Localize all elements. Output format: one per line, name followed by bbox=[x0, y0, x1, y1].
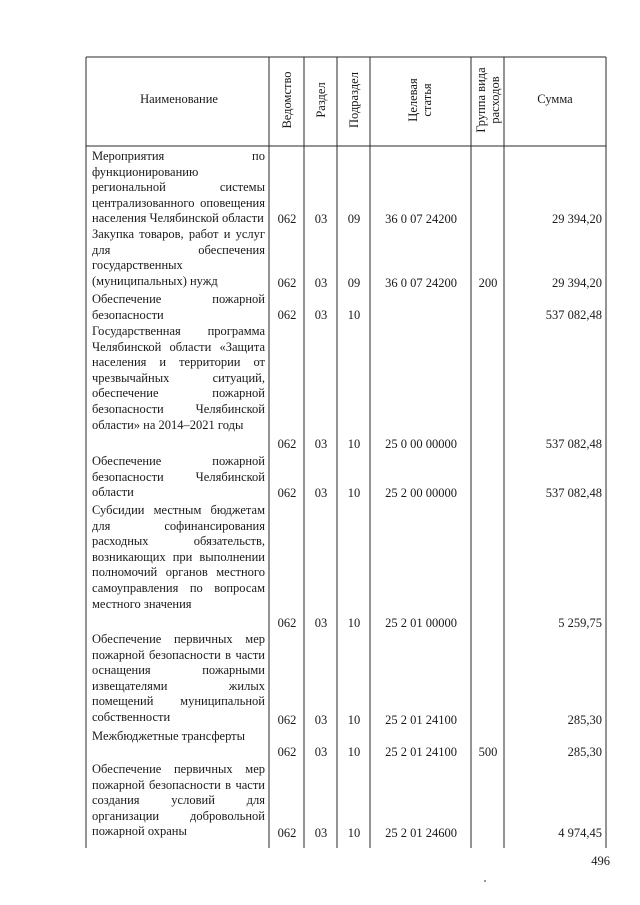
page-number: 496 bbox=[591, 854, 610, 868]
row-razdel: 03 bbox=[314, 486, 328, 500]
row-podrazdel: 10 bbox=[347, 437, 361, 451]
row-name: Закупка товаров, работ и услуг для обеспечения государственных (муниципальных) нужд bbox=[92, 227, 265, 288]
header-vedomstvo: Ведомство bbox=[280, 71, 294, 129]
row-vedomstvo: 062 bbox=[277, 745, 297, 759]
row-vedomstvo: 062 bbox=[277, 616, 297, 630]
row-vedomstvo: 062 bbox=[277, 276, 297, 290]
row-podrazdel: 10 bbox=[347, 308, 361, 322]
row-name: Обеспечение пожарной безопасности bbox=[92, 292, 265, 322]
header-celevaya-line1: Целевая bbox=[406, 78, 420, 122]
row-razdel: 03 bbox=[314, 616, 328, 630]
row-razdel: 03 bbox=[314, 276, 328, 290]
row-celevaya: 36 0 07 24200 bbox=[385, 212, 457, 226]
row-summa: 285,30 bbox=[567, 745, 602, 759]
row-celevaya: 25 0 00 00000 bbox=[385, 437, 457, 451]
row-celevaya: 25 2 00 00000 bbox=[385, 486, 457, 500]
row-vedomstvo: 062 bbox=[277, 713, 297, 727]
row-name: Обеспечение первичных мер пожарной безопасности в части оснащения пожарными извещателями жилых помещений муниципальной собственности bbox=[92, 632, 265, 724]
row-summa: 537 082,48 bbox=[545, 437, 602, 451]
row-summa: 29 394,20 bbox=[552, 276, 602, 290]
row-celevaya: 25 2 01 24600 bbox=[385, 826, 457, 840]
header-gruppa bbox=[474, 67, 502, 132]
row-summa: 537 082,48 bbox=[545, 486, 602, 500]
row-name: Субсидии местным бюджетам для софинансирования расходных обязательств, возникающих при выполнении полномочий органов местного самоуправления по вопросам местного значения bbox=[92, 503, 265, 611]
row-podrazdel: 10 bbox=[347, 616, 361, 630]
row-razdel: 03 bbox=[314, 212, 328, 226]
row-razdel: 03 bbox=[314, 745, 328, 759]
row-podrazdel: 10 bbox=[347, 713, 361, 727]
row-podrazdel: 10 bbox=[347, 826, 361, 840]
header-gruppa-line2: расходов bbox=[488, 76, 502, 124]
row-razdel: 03 bbox=[314, 713, 328, 727]
header-summa: Сумма bbox=[537, 92, 573, 106]
row-name: Обеспечение первичных мер пожарной безопасности в части создания условий для организации добровольной пожарной охраны bbox=[92, 762, 265, 839]
row-vedomstvo: 062 bbox=[277, 826, 297, 840]
row-celevaya: 36 0 07 24200 bbox=[385, 276, 457, 290]
row-vedomstvo: 062 bbox=[277, 486, 297, 500]
row-podrazdel: 10 bbox=[347, 486, 361, 500]
row-gruppa: 500 bbox=[478, 745, 498, 759]
row-razdel: 03 bbox=[314, 308, 328, 322]
row-name: Межбюджетные трансферты bbox=[92, 729, 246, 743]
row-podrazdel: 10 bbox=[347, 745, 361, 759]
row-summa: 285,30 bbox=[567, 713, 602, 727]
row-vedomstvo: 062 bbox=[277, 308, 297, 322]
row-summa: 4 974,45 bbox=[558, 826, 602, 840]
row-gruppa: 200 bbox=[478, 276, 498, 290]
header-celevaya-line2: статья bbox=[420, 83, 434, 117]
header-name: Наименование bbox=[140, 92, 218, 106]
header-podrazdel: Подраздел bbox=[347, 72, 361, 128]
row-summa: 537 082,48 bbox=[545, 308, 602, 322]
row-name: Обеспечение пожарной безопасности Челябинской области bbox=[92, 454, 265, 500]
row-podrazdel: 09 bbox=[347, 276, 361, 290]
header-razdel: Раздел bbox=[314, 82, 328, 118]
row-summa: 29 394,20 bbox=[552, 212, 602, 226]
row-podrazdel: 09 bbox=[347, 212, 361, 226]
scan-speck bbox=[484, 880, 486, 882]
row-vedomstvo: 062 bbox=[277, 212, 297, 226]
header-celevaya bbox=[406, 78, 434, 121]
row-name: Мероприятия по функционированию региональной системы централизованного оповещения населения Челябинской области bbox=[92, 149, 265, 226]
header-gruppa-line1: Группа вида bbox=[474, 67, 488, 133]
row-vedomstvo: 062 bbox=[277, 437, 297, 451]
row-razdel: 03 bbox=[314, 437, 328, 451]
row-name: Государственная программа Челябинской области «Защита населения и территории от чрезвычайных ситуаций, обеспечение пожарной безопасности Челябинской области» на 2014–2021 годы bbox=[92, 324, 265, 432]
row-celevaya: 25 2 01 24100 bbox=[385, 713, 457, 727]
row-celevaya: 25 2 01 00000 bbox=[385, 616, 457, 630]
row-celevaya: 25 2 01 24100 bbox=[385, 745, 457, 759]
row-razdel: 03 bbox=[314, 826, 328, 840]
row-summa: 5 259,75 bbox=[558, 616, 602, 630]
